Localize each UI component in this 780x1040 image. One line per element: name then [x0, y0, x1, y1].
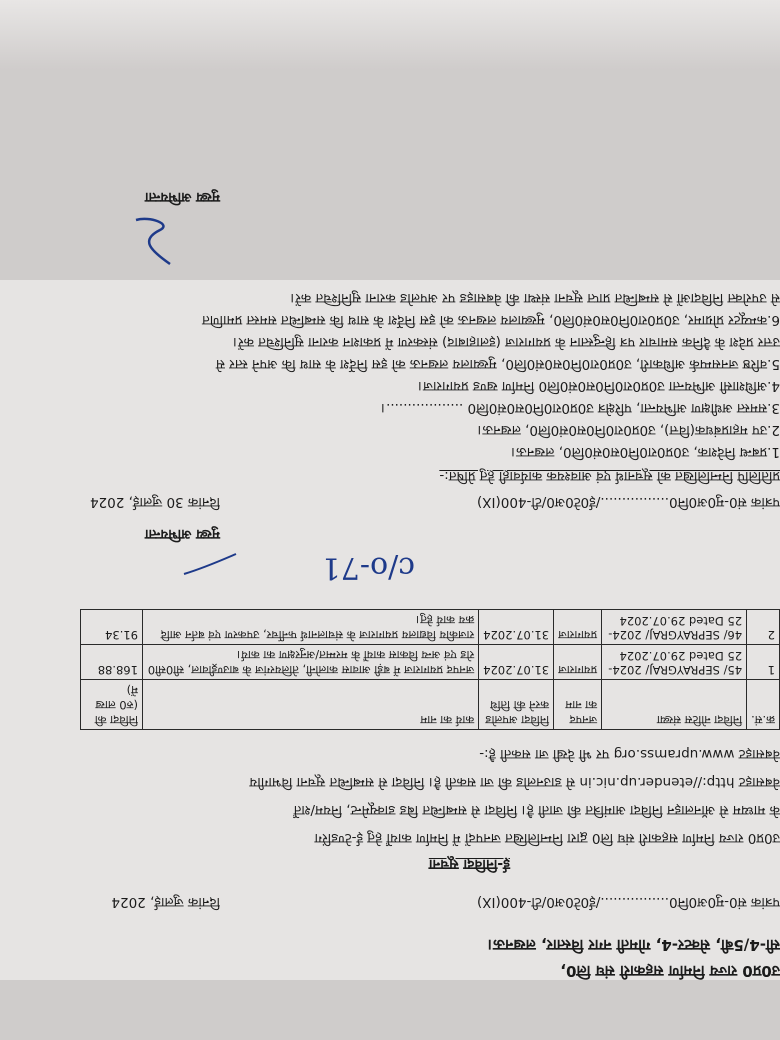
copy-item: 5.वरिष्ठ जनसम्पर्क अधिकारी, उ0प्र0रा0नि0स0सं0लि0, मुख्यालय लखनऊ को इस निर्देश के साथ कि अपने स्तर से	[215, 356, 780, 372]
row-notice: 46/ SEPRAYGRAJ/ 2024-25 Dated 29.07.2024	[602, 610, 747, 645]
header-cost: निविदा की (रु0 लाख में)	[81, 680, 143, 730]
document-page	[0, 189, 780, 980]
letterhead-address: सी-4/5बी, सेक्टर-4, गोमती नगर विस्तार, लखनऊ।	[487, 936, 780, 954]
row-district: प्रयागराज	[554, 645, 602, 680]
header-work-name: कार्य का नाम	[143, 680, 479, 730]
row-work: जनपद प्रयागराज में बड़ी आवास कालोनी, तेलियरगंज के बाउण्ड्रीवाल, सी0सी0 रोड एवं अन्य विकास कार्यों के मरम्मत/अनुरक्षण का कार्य।	[143, 645, 479, 680]
table-row	[81, 645, 780, 680]
copy-intro: प्रतिलिपि निम्नलिखित को सूचनार्थ एवं आवश्यक कार्यवाही हेतु प्रेषित:-	[439, 468, 780, 484]
notice-line-4: वेबसाइट www.upramss.org पर भी देखी जा सकती है:-	[479, 746, 780, 762]
handwritten-note: c/o-71	[321, 550, 415, 585]
signatory-title-1: मुख्य अभियन्ता	[145, 526, 220, 542]
notice-title: ई-निविदा सूचना	[428, 856, 510, 872]
copy-item: 1.प्रबन्ध निदेशक, उ0प्र0रा0नि0स0सं0लि0, लखनऊ।	[511, 444, 780, 460]
notice-line-3: वेबसाइट http://etender.up.nic.in से डाउनलोड की जा सकती है। निविदा से सम्बन्धित सूचना विभागीय	[249, 774, 780, 790]
header-upload-date: निविदा अपलोड करने की तिथि	[479, 680, 554, 730]
row-cost: 168.88	[81, 645, 143, 680]
copy-item: से उपरोक्त निविदाओं से सम्बन्धित प्राप्त सूचना संस्था की वेबसाइड पर अपलोड कराना सुनिश्चित करें।	[290, 290, 780, 306]
copy-item: 4.अधिशासी अभियन्ता उ0प्र0रा0नि0स0सं0लि0 निर्माण खण्ड प्रयागराज।	[417, 378, 780, 394]
tender-table	[80, 609, 780, 730]
letterhead-org: उ0प्र0 राज्य निर्माण सहकारी संघ लि0,	[560, 962, 780, 980]
header-notice-no: निविदा नोटिस संख्या	[602, 680, 747, 730]
ref-number: पत्रांक सं0-मु0अ0नि0................/ई0टे0अ0/टी-400(IX)	[477, 894, 780, 910]
copy-item: 6.कम्प्यूटर प्रोग्रामर, उ0प्र0रा0नि0स0सं0लि0, मुख्यालय लखनऊ को इस निर्देश के साथ कि सम्बन्धित समस्त प्रमाणित	[202, 312, 780, 328]
row-district: प्रयागराज	[554, 610, 602, 645]
header-sn: क्र.सं.	[747, 680, 780, 730]
table-row	[81, 610, 780, 645]
signature-mark	[130, 210, 180, 270]
notice-line-2: के माध्यम से ऑनलाइन निविदा आमंत्रित की जाती है। निविदा से सम्बन्धित बिड डाक्यूमेन्ट, नियम/शर्तें	[293, 802, 780, 818]
signature-stroke	[180, 548, 240, 578]
row-date: 31.07.2024	[479, 645, 554, 680]
ref-date: दिनांक जुलाई, 2024	[111, 894, 220, 910]
copy-item: 3.समस्त अधीक्षण अभियन्ता, परिक्षेत्र उ0प्र0रा0नि0स0सं0लि0 ..................।	[380, 400, 780, 416]
header-district: जनपद का नाम	[554, 680, 602, 730]
row-cost: 91.34	[81, 610, 143, 645]
row-notice: 45/ SEPRAYGRAJ/ 2024-25 Dated 29.07.2024	[602, 645, 747, 680]
row-sn: 1	[747, 645, 780, 680]
row-work: राजकीय विद्यालय प्रयागराज के संचालनार्थ फर्नीचर, उपकरण एवं बर्तन आदि क्रय कार्य हेतु।	[143, 610, 479, 645]
ref-date-2: दिनांक 30 जुलाई, 2024	[89, 494, 220, 510]
signatory-title-2: मुख्य अभियन्ता	[145, 189, 220, 205]
table-header-row	[81, 680, 780, 730]
photo-shading	[0, 0, 780, 70]
copy-item: उत्तर प्रदेश के दैनिक समाचार पत्र हिन्दुस्तान के प्रयागराज (इलाहाबाद) संस्करण में प्रकाशन कराना सुनिश्चित करें।	[232, 334, 780, 350]
row-date: 31.07.2024	[479, 610, 554, 645]
ref-number-2: पत्रांक सं0-मु0अ0नि0................/ई0टे0अ0/टी-400(IX)	[477, 494, 780, 510]
row-sn: 2	[747, 610, 780, 645]
copy-item: 2.उप महाप्रबंधक(वित्त), उ0प्र0रा0नि0स0सं0लि0, लखनऊ।	[477, 422, 780, 438]
notice-line-1: उ0प्र0 राज्य निर्माण सहकारी संघ लि0 द्वारा निम्नलिखित जनपदों में निर्माण कार्यों हेतु ई-टेण्डरिंग	[314, 830, 780, 846]
